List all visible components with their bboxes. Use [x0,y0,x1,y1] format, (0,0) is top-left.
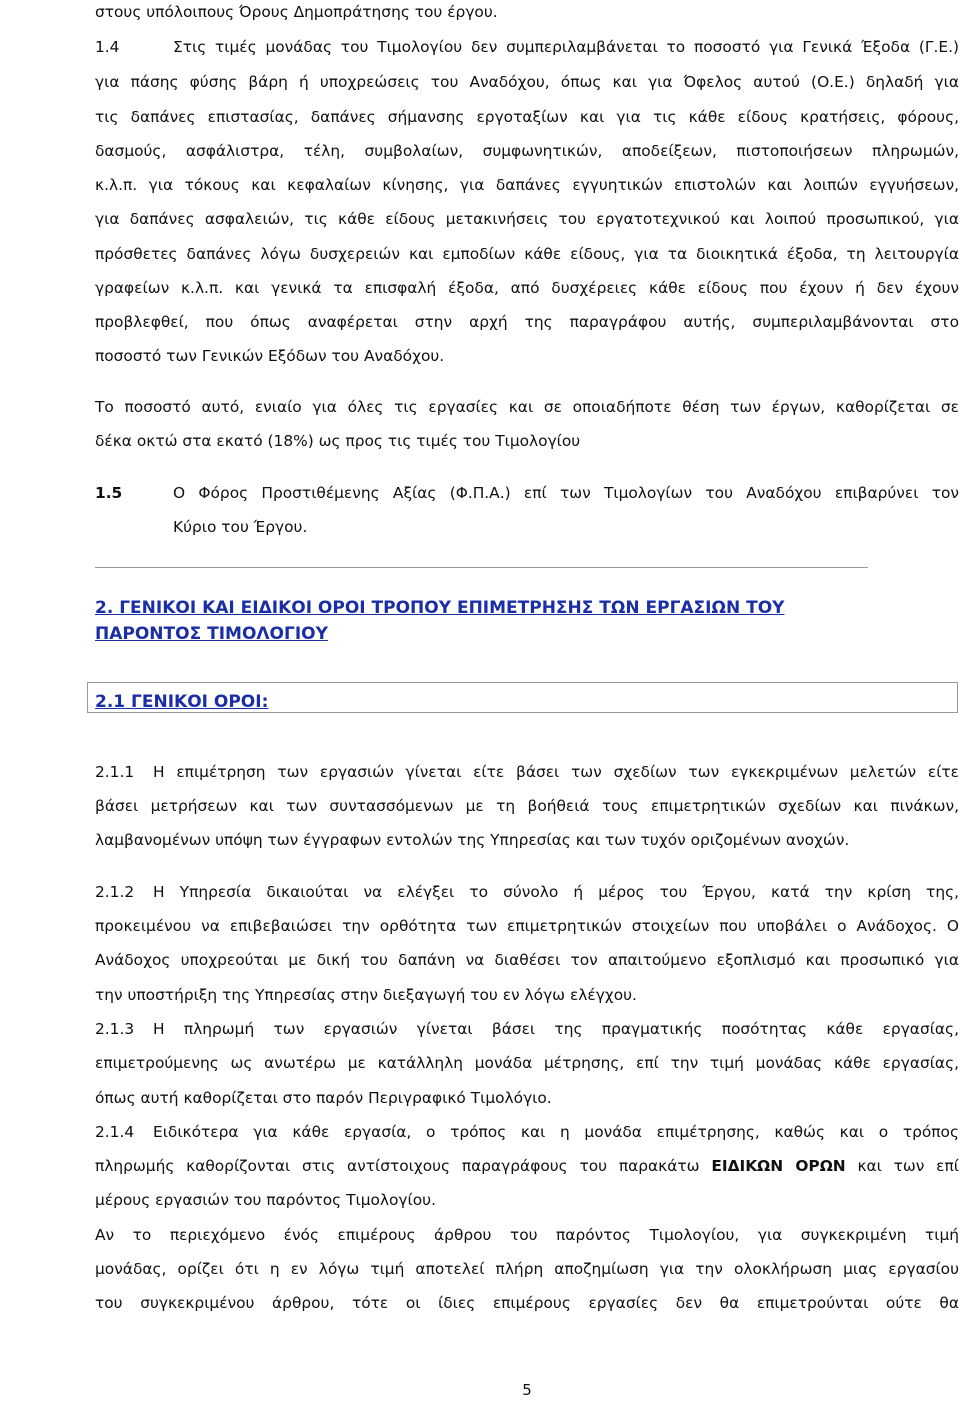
text-line: Κύριο του Έργου. [173,518,308,536]
paragraph-2-1-2-line-1 [95,883,959,901]
text-line: Η Υπηρεσία δικαιούται να ελέγξει το σύνολο ή μέρος του Έργου, κατά την κρίση της, [153,883,959,901]
text-line: όπως αυτή καθορίζεται στο παρόν Περιγραφικό Τιμολόγιο. [95,1089,552,1107]
section-number: 2.1.1 [95,763,135,781]
section-number: 1.5 [95,484,123,502]
text-line: Αν το περιεχόμενο ένός επιμέρους άρθρου του παρόντος Τιμολογίου, για συγκεκριμένη τιμή [95,1226,959,1244]
section-heading-line-2: ΠΑΡΟΝΤΟΣ ΤΙΜΟΛΟΓΙΟΥ [95,624,328,644]
text-line: γραφείων κ.λ.π. και γενικά τα επισφαλή έξοδα, από δυσχέρειες κάθε είδους που έχουν ή δεν έχουν [95,279,959,297]
text-line-with-bold [95,1157,959,1175]
page-number: 5 [522,1381,532,1399]
text-line: πρόσθετες δαπάνες λόγω δυσχερειών και εμποδίων κάθε είδους, για τα διοικητικά έξοδα, τη λειτουργία [95,245,959,263]
text-line: για πάσης φύσης βάρη ή υποχρεώσεις του Αναδόχου, όπως και για Όφελος αυτού (Ο.Ε.) δηλαδή για [95,73,959,91]
text-line: κ.λ.π. για τόκους και κεφαλαίων κίνησης, για δαπάνες εγγυητικών επιστολών και λοιπών εγγυήσεων, [95,176,959,194]
section-number: 2.1.3 [95,1020,135,1038]
section-heading-line-1: 2. ΓΕΝΙΚΟΙ ΚΑΙ ΕΙΔΙΚΟΙ ΟΡΟΙ ΤΡΟΠΟΥ ΕΠΙΜΕΤΡΗΣΗΣ ΤΩΝ ΕΡΓΑΣΙΩΝ ΤΟΥ [95,598,785,618]
paragraph-1-5-line-1 [95,484,959,502]
text-line: Στις τιμές μονάδας του Τιμολογίου δεν συμπεριλαμβάνεται το ποσοστό για Γενικά Έξοδα (Γ.Ε.) [173,38,959,56]
text-line: βάσει μετρήσεων και των συντασσόμενων με τη βοήθειά τους επιμετρητικών σχεδίων και πινάκων, [95,797,959,815]
text-line: μέρους εργασιών του παρόντος Τιμολογίου. [95,1191,436,1209]
text-line: προκειμένου να επιβεβαιώσει την ορθότητα των επιμετρητικών στοιχείων που υποβάλει ο Ανάδοχος. Ο [95,917,959,935]
bold-term: ΕΙΔΙΚΩΝ ΟΡΩΝ [711,1157,846,1175]
text-line: του συγκεκριμένου άρθρου, τότε οι ίδιες επιμέρους εργασίες δεν θα επιμετρούνται ούτε θα [95,1294,959,1312]
text-line: ποσοστό των Γενικών Εξόδων του Αναδόχου. [95,347,445,365]
text-span: πληρωμής καθορίζονται στις αντίστοιχους παραγράφους του παρακάτω [95,1157,700,1175]
divider [95,567,868,568]
text-line: Η πληρωμή των εργασιών γίνεται βάσει της πραγματικής ποσότητας κάθε εργασίας, [153,1020,959,1038]
paragraph-2-1-4-line-1 [95,1123,959,1141]
paragraph-1-4-line-1 [95,38,959,56]
section-number: 2.1.2 [95,883,135,901]
section-number: 2.1.4 [95,1123,135,1141]
text-line: δασμούς, ασφάλιστρα, τέλη, συμβολαίων, συμφωνητικών, αποδείξεων, πιστοποιήσεων πληρωμών, [95,142,959,160]
text-line: δέκα οκτώ στα εκατό (18%) ως προς τις τιμές του Τιμολογίου [95,432,581,450]
text-span: και των επί [857,1157,959,1175]
text-line: λαμβανομένων υπόψη των έγγραφων εντολών της Υπηρεσίας και των τυχόν οριζομένων ανοχών. [95,831,850,849]
text-line: για δαπάνες ασφαλειών, τις κάθε είδους μετακινήσεις του εργατοτεχνικού και λοιπού προσωπικού, για [95,210,959,228]
paragraph-2-1-1-line-1 [95,763,959,781]
text-line: προβλεφθεί, που όπως αναφέρεται στην αρχή της παραγράφου αυτής, συμπεριλαμβάνονται στο [95,313,959,331]
text-line: τις δαπάνες επιστασίας, δαπάνες σήμανσης εργοταξίων και για τις κάθε είδους κρατήσεις, φόρους, [95,108,959,126]
text-line: Ο Φόρος Προστιθέμενης Αξίας (Φ.Π.Α.) επί των Τιμολογίων του Αναδόχου επιβαρύνει τον [173,484,959,502]
text-line: Ειδικότερα για κάθε εργασία, ο τρόπος και η μονάδα επιμέτρησης, καθώς και ο τρόπος [153,1123,959,1141]
text-line: στους υπόλοιπους Όρους Δημοπράτησης του έργου. [95,3,498,21]
text-line: Το ποσοστό αυτό, ενιαίο για όλες τις εργασίες και σε οποιαδήποτε θέση των έργων, καθορίζεται σε [95,398,959,416]
text-line: την υποστήριξη της Υπηρεσίας στην διεξαγωγή του εν λόγω ελέγχου. [95,986,637,1004]
text-line: Ανάδοχος υποχρεούται με δική του δαπάνη να διαθέσει τον απαιτούμενο εξοπλισμό και προσωπικό για [95,951,959,969]
subsection-heading: 2.1 ΓΕΝΙΚΟΙ ΟΡΟΙ: [95,692,269,712]
text-line: Η επιμέτρηση των εργασιών γίνεται είτε βάσει των σχεδίων των εγκεκριμένων μελετών είτε [153,763,959,781]
text-line: μονάδας, ορίζει ότι η εν λόγω τιμή αποτελεί πλήρη αποζημίωση για την ολοκλήρωση μιας εργασίου [95,1260,959,1278]
text-line: επιμετρούμενης ως ανωτέρω με κατάλληλη μονάδα μέτρησης, επί την τιμή μονάδας κάθε εργασίας, [95,1054,959,1072]
paragraph-2-1-3-line-1 [95,1020,959,1038]
section-number: 1.4 [95,38,120,56]
